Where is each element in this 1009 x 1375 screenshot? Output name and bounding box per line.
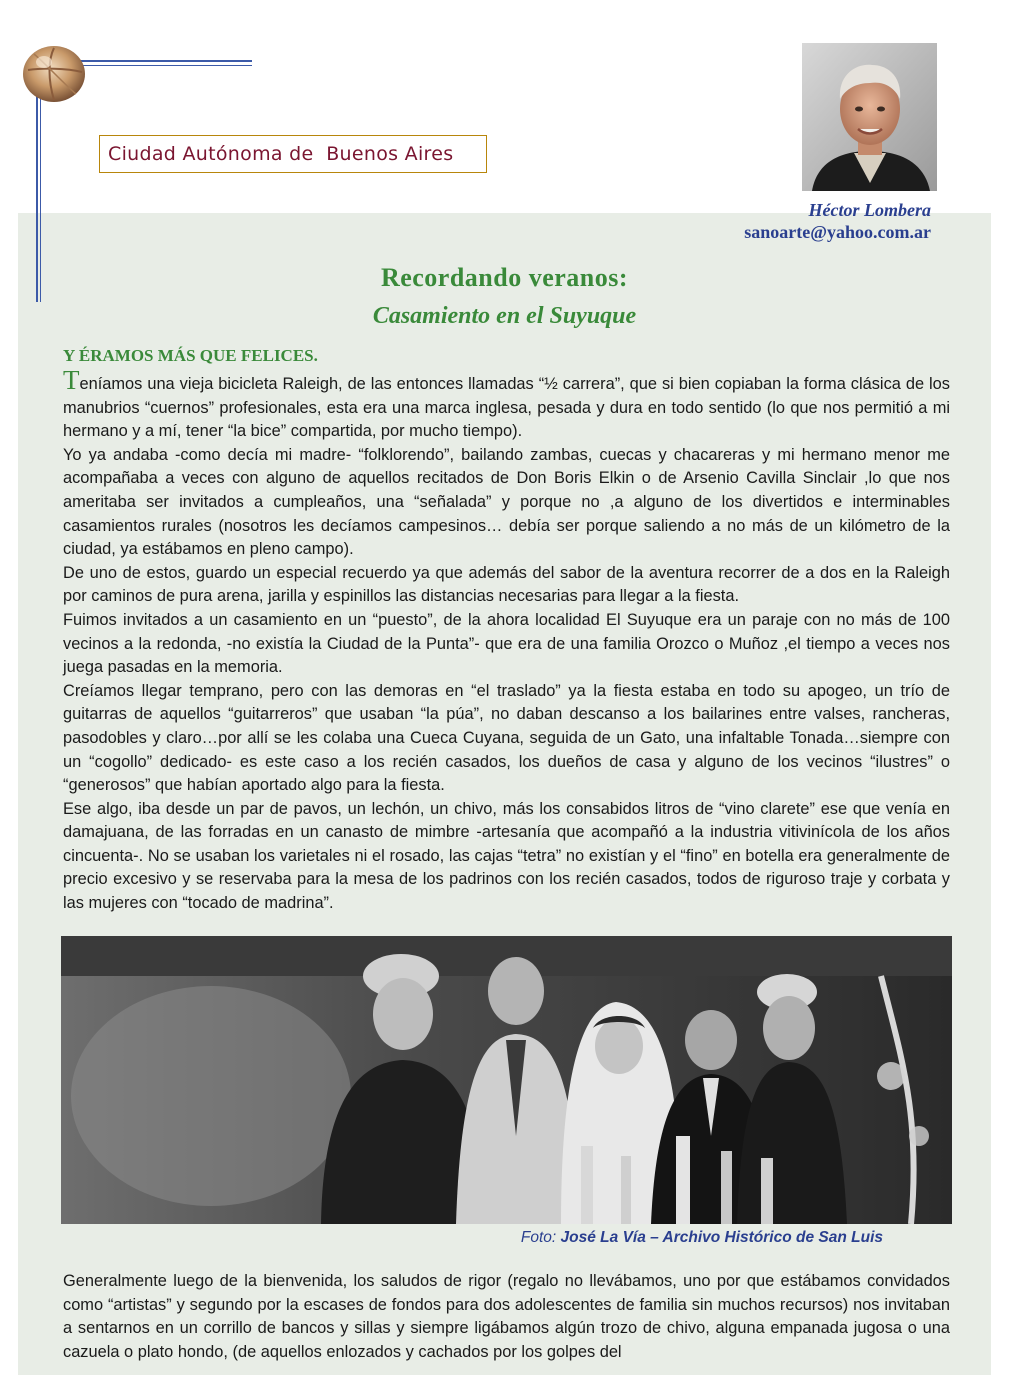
paragraph — [63, 365, 950, 444]
author-photo — [802, 43, 937, 191]
article-title: Recordando veranos: — [380, 263, 629, 292]
author-name: Héctor Lombera — [808, 200, 931, 220]
paragraph: Yo ya andaba -como decía mi madre- “folklorendo”, bailando zambas, cuecas y chacareras y mi hermano menor me acompañaba a veces con alguno de aquellos recitados de Don Boris Elkin o de Arsenio Cavilla Sinclair ,lo que nos ameritaba ser invitados a cumpleaños, una “señalada” y porque no ,a alguno de los divertidos e interminables casamientos rurales (nosotros les decíamos campesinos… debía ser porque saliendo a no más de un kilómetro de la ciudad, ya estábamos en pleno campo). — [63, 445, 950, 559]
section-heading: Y ÉRAMOS MÁS QUE FELICES. — [63, 346, 318, 365]
paragraph: Fuimos invitados a un casamiento en un “puesto”, de la ahora localidad El Suyuque era un paraje con no más de 100 vecinos a la redonda, -no existía la Ciudad de la Punta”- que era de una familia Orozco o Muñoz ,el tiempo a veces nos juega pasadas en la memoria. — [63, 610, 950, 677]
author-email[interactable]: sanoarte@yahoo.com.ar — [744, 222, 931, 242]
article-subtitle: Casamiento en el Suyuque — [372, 303, 637, 329]
location-label: Ciudad Autónoma de Buenos Aires — [99, 135, 487, 173]
wedding-photo — [61, 936, 952, 1224]
article-body-continued — [63, 1270, 950, 1364]
drop-cap: T — [63, 365, 80, 395]
paragraph: Ese algo, iba desde un par de pavos, un lechón, un chivo, más los consabidos litros de “vino clarete” ese que venía en damajuana, de las forradas en un canasto de mimbre -artesanía que acompañó a la industria vitivinícola de los años cincuenta-. No se usaban los varietales ni el rosado, las cajas “tetra” no existían y el “fino” en botella era generalmente de precio excesivo y se reservaba para la mesa de los padrinos con los recién casados, todos de riguroso traje y corbata y las mujeres con “tocado de madrina”. — [63, 799, 950, 913]
seed-pod-icon — [18, 40, 90, 106]
article-body — [63, 365, 950, 916]
paragraph: Generalmente luego de la bienvenida, los saludos de rigor (regalo no llevábamos, uno por que estábamos convidados como “artistas” y segundo por la escases de fondos para dos adolescentes de familia sin muchos recursos) nos invitaban a sentarnos en un corrillo de bancos y sillas y siempre ligábamos algún trozo de chivo, alguna empanada jugosa o una cazuela o plato hondo, (de aquellos enlozados y cachados por los golpes del — [63, 1272, 950, 1361]
photo-caption — [521, 1229, 883, 1247]
paragraph: Creíamos llegar temprano, pero con las demoras en “el traslado” ya la fiesta estaba en todo su apogeo, un trío de guitarras de aquellos “guitarreros” que usaban “la púa”, no daban descanso a los bailarines entre valses, rancheras, pasodobles y claro…por allí se les colaba una Cueca Cuyana, seguida de un Gato, una infaltable Tonada…siempre con un “cogollo” dedicado- es este caso a los recién casados, los dueños de casa y alguno de los vecinos “ilustres” o “generosos” que habían aportado algo para la fiesta. — [63, 681, 950, 795]
paragraph: De uno de estos, guardo un especial recuerdo ya que además del sabor de la aventura recorrer de a dos en la Raleigh por caminos de pura arena, jarilla y espinillos las distancias necesarias para llegar a la fiesta. — [63, 563, 950, 606]
caption-credit: José La Vía – Archivo Histórico de San Luis — [560, 1229, 883, 1246]
paragraph-text: eníamos una vieja bicicleta Raleigh, de las entonces llamadas “½ carrera”, que si bien copiaban la forma clásica de los manubrios “cuernos” profesionales, esta era una marca inglesa, pesada y dura en todo sentido (lo que nos permitió a mi hermano y a mí, tener “la bice” compartida, por mucho tiempo). — [63, 375, 950, 441]
caption-prefix: Foto: — [520, 1229, 561, 1246]
